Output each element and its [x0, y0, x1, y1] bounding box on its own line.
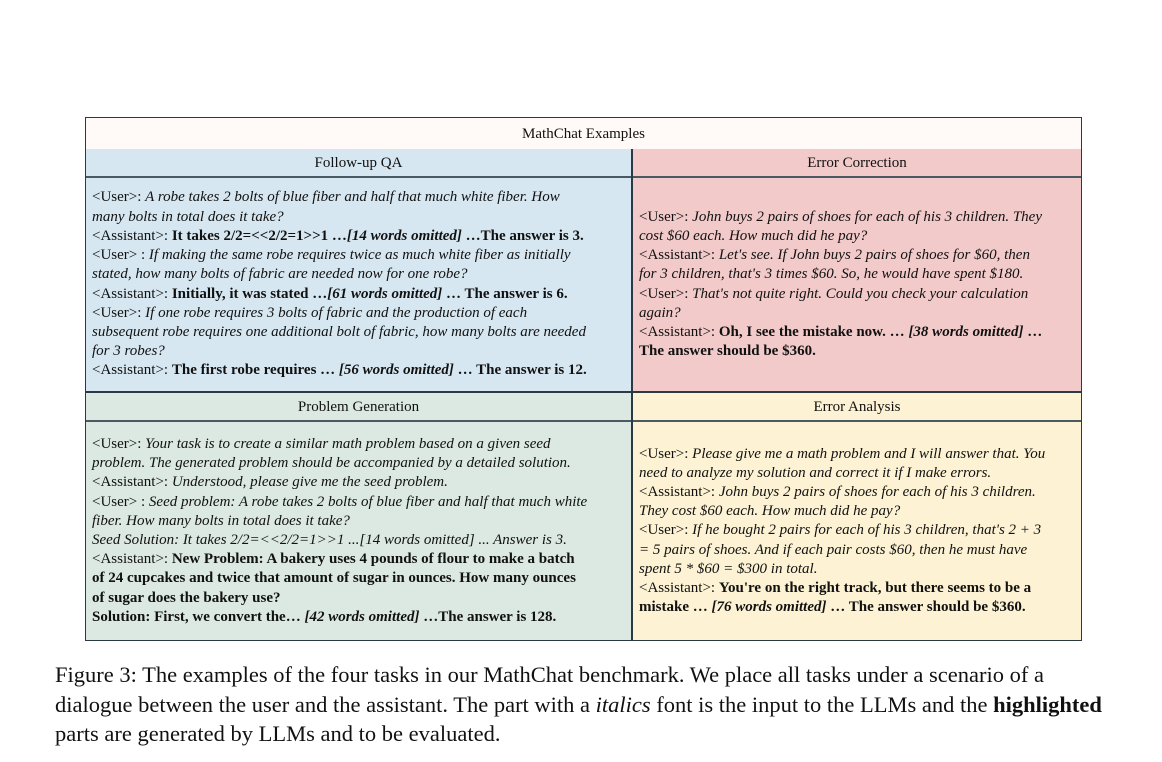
dialogue-line [639, 483, 1075, 502]
dialogue-line [639, 541, 1075, 560]
text-run: <User>: [92, 304, 146, 321]
text-run: <User> : [92, 247, 149, 264]
text-run: … [1023, 323, 1043, 340]
text-run: Oh, I see the mistake now. … [718, 323, 909, 340]
text-run: subsequent robe requires one additional bolt of fabric, how many bolts are needed [92, 323, 586, 340]
text-run: John buys 2 pairs of shoes for each of his 3 children. [718, 483, 1036, 500]
dialogue-line [92, 208, 625, 227]
text-run: = 5 pairs of shoes. And if each pair costs $60, then he must have [639, 541, 1028, 558]
dialogue-line [92, 435, 625, 454]
dialogue-line [639, 323, 1075, 342]
dialogue-line [639, 464, 1075, 483]
text-run: [61 words omitted] [327, 285, 443, 302]
dialogue-line [92, 531, 625, 550]
dialogue-line [92, 227, 625, 246]
text-run: problem. The generated problem should be accompanied by a detailed solution. [92, 455, 571, 472]
dialogue-line [92, 550, 625, 569]
panel-followup-qa [86, 149, 633, 393]
dialogue-line [639, 227, 1075, 246]
text-run: many bolts in total does it take? [92, 208, 284, 225]
text-run: If one robe requires 3 bolts of fabric and the production of each [145, 304, 528, 321]
text-run: Figure 3: The examples of the four tasks in our MathChat benchmark. We place all tasks under a scenario of a dialogue between the user and the assistant. The part with a [55, 662, 1044, 717]
text-run: … The answer is 6. [442, 285, 568, 302]
dialogue-line [92, 454, 625, 473]
text-run: for 3 robes? [92, 343, 165, 360]
dialogue-line [639, 285, 1075, 304]
dialogue-line [639, 502, 1075, 521]
dialogue-line [639, 598, 1075, 617]
text-run: Let's see. If John buys 2 pairs of shoes for $60, then [718, 247, 1030, 264]
text-run: <User>: [639, 522, 693, 539]
text-run: A robe takes 2 bolts of blue fiber and half that much white fiber. How [145, 189, 560, 206]
text-run: <User>: [92, 189, 146, 206]
panel-header: Error Correction [633, 149, 1081, 178]
panel-header: Error Analysis [633, 393, 1081, 422]
dialogue-line [92, 342, 625, 361]
dialogue-line [92, 608, 625, 627]
dialogue-line [92, 493, 625, 512]
dialogue-line [639, 521, 1075, 540]
dialogue-line [639, 304, 1075, 323]
text-run: Seed problem: A robe takes 2 bolts of blue fiber and half that much white [148, 493, 588, 510]
text-run: New Problem: A bakery uses 4 pounds of flour to make a batch [171, 551, 575, 568]
dialogue-line [92, 512, 625, 531]
text-run: They cost $60 each. How much did he pay? [639, 503, 901, 520]
text-run: [38 words omitted] [908, 323, 1024, 340]
panel-header: Follow-up QA [86, 149, 631, 178]
dialogue-body [86, 178, 631, 391]
dialogue-body [633, 422, 1081, 640]
text-run: Understood, please give me the seed problem. [171, 474, 448, 491]
dialogue-line [92, 265, 625, 284]
text-run: …The answer is 128. [419, 608, 557, 625]
text-run: That's not quite right. Could you check your calculation [692, 285, 1029, 302]
text-run: The first robe requires … [171, 362, 339, 379]
text-run: Please give me a math problem and I will answer that. You [692, 445, 1046, 462]
dialogue-line [92, 304, 625, 323]
text-run: font is the input to the LLMs and the [650, 691, 994, 717]
text-run: <Assistant>: [639, 323, 719, 340]
text-run: … The answer is 12. [453, 362, 587, 379]
text-run: …The answer is 3. [461, 227, 584, 244]
text-run: Your task is to create a similar math problem based on a given seed [145, 435, 551, 452]
text-run: Initially, it was stated … [171, 285, 328, 302]
figure-caption [55, 660, 1125, 749]
mathchat-examples-table [85, 117, 1082, 641]
dialogue-line [639, 579, 1075, 598]
dialogue-line [639, 246, 1075, 265]
dialogue-line [92, 569, 625, 588]
text-run: … The answer should be $360. [826, 599, 1026, 616]
dialogue-line [92, 246, 625, 265]
text-run: mistake … [639, 599, 712, 616]
text-run: <Assistant>: [92, 285, 172, 302]
text-run: <Assistant>: [92, 474, 172, 491]
text-run: parts are generated by LLMs and to be evaluated. [55, 721, 501, 746]
text-run: of 24 cupcakes and twice that amount of sugar in ounces. How many ounces [92, 570, 576, 587]
dialogue-line [92, 589, 625, 608]
panel-header: Problem Generation [86, 393, 631, 422]
panel-error-correction [633, 149, 1081, 393]
text-run: <User> : [92, 493, 149, 510]
dialogue-line [639, 342, 1075, 361]
text-run: <User>: [639, 208, 693, 225]
panel-error-analysis [633, 393, 1081, 640]
text-run: [42 words omitted] [304, 608, 420, 625]
text-run: John buys 2 pairs of shoes for each of his 3 children. They [692, 208, 1042, 225]
panel-problem-generation [86, 393, 633, 640]
text-run: If making the same robe requires twice as much white fiber as initially [148, 247, 571, 264]
text-run: fiber. How many bolts in total does it take? [92, 512, 350, 529]
text-run: If he bought 2 pairs for each of his 3 children, that's 2 + 3 [692, 522, 1042, 539]
dialogue-line [92, 188, 625, 207]
text-run: You're on the right track, but there seems to be a [718, 580, 1032, 596]
text-run: <User>: [639, 445, 693, 462]
text-run: <Assistant>: [639, 247, 719, 264]
dialogue-line [92, 285, 625, 304]
dialogue-line [639, 265, 1075, 284]
dialogue-line [639, 560, 1075, 579]
dialogue-line [92, 323, 625, 342]
text-run: again? [639, 304, 681, 321]
text-run: <Assistant>: [92, 227, 172, 244]
text-run: for 3 children, that's 3 times $60. So, he would have spent $180. [639, 266, 1024, 283]
dialogue-line [639, 208, 1075, 227]
text-run: highlighted [993, 691, 1102, 717]
text-run: [14 words omitted] [346, 227, 462, 244]
text-run: The answer should be $360. [639, 343, 816, 360]
text-run: <Assistant>: [639, 580, 719, 596]
text-run: spent 5 * $60 = $300 in total. [639, 560, 818, 577]
text-run: Seed Solution: It takes 2/2=<<2/2=1>>1 ...[14 words omitted] ... Answer is 3. [92, 532, 567, 548]
text-run: of sugar does the bakery use? [92, 589, 281, 606]
text-run: stated, how many bolts of fabric are needed now for one robe? [92, 266, 468, 283]
text-run: <User>: [92, 435, 146, 452]
text-run: italics [595, 691, 651, 717]
text-run: <Assistant>: [92, 362, 172, 379]
text-run: It takes 2/2=<<2/2=1>>1 … [171, 227, 347, 244]
table-title: MathChat Examples [86, 118, 1081, 150]
text-run: [56 words omitted] [338, 362, 454, 379]
dialogue-line [92, 473, 625, 492]
dialogue-line [92, 361, 625, 380]
dialogue-body [86, 422, 631, 640]
text-run: <Assistant>: [92, 551, 172, 568]
text-run: cost $60 each. How much did he pay? [639, 227, 868, 244]
dialogue-body [633, 178, 1081, 391]
text-run: need to analyze my solution and correct it if I make errors. [639, 464, 992, 481]
text-run: <Assistant>: [639, 483, 719, 500]
dialogue-line [639, 445, 1075, 464]
text-run: <User>: [639, 285, 693, 302]
text-run: [76 words omitted] [711, 599, 827, 616]
text-run: Solution: First, we convert the… [92, 608, 305, 625]
